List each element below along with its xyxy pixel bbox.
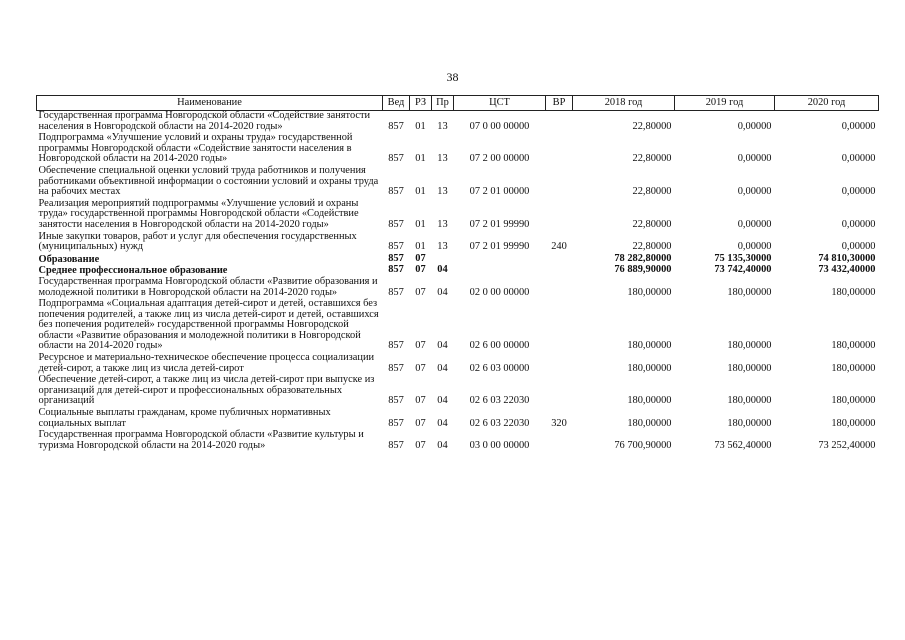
table-header-row [37, 96, 879, 111]
cell-y2020: 0,00000 [841, 186, 876, 198]
cell-name: Государственная программа Новгородской области «Развитие культуры и туризма Новгородской области на 2014-2020 годы» [38, 429, 364, 451]
header-cst: ЦСТ [454, 96, 546, 111]
cell-rz: 07 [415, 439, 426, 451]
cell-name: Обеспечение специальной оценки условий труда работников и получения работниками объективной информации о состоянии условий и охраны труда на рабочих местах [38, 164, 379, 198]
budget-table [36, 95, 879, 452]
cell-ved: 857 [388, 153, 404, 165]
cell-ved: 857 [388, 241, 404, 253]
header-2019: 2019 год [675, 96, 775, 111]
cell-vr: 320 [551, 417, 567, 429]
header-name: Наименование [37, 96, 383, 111]
cell-rz: 07 [415, 340, 426, 352]
cell-y2019: 0,00000 [737, 186, 772, 198]
table-row [37, 430, 879, 452]
table-row [37, 232, 879, 254]
table-row [37, 199, 879, 232]
header-pr: Пр [432, 96, 454, 111]
cell-y2019: 180,00000 [727, 286, 772, 298]
table-row [37, 408, 879, 430]
cell-cst [454, 265, 546, 277]
cell-cst: 07 2 01 99990 [469, 218, 530, 230]
cell-ved: 857 [388, 286, 404, 298]
cell-y2019: 180,00000 [727, 417, 772, 429]
cell-name: Среднее профессиональное образование [38, 265, 228, 277]
cell-pr: 13 [437, 241, 448, 253]
cell-y2020: 180,00000 [831, 340, 876, 352]
cell-pr: 04 [437, 264, 448, 276]
cell-rz: 07 [415, 252, 426, 264]
cell-y2019: 0,00000 [737, 218, 772, 230]
cell-y2020: 0,00000 [841, 241, 876, 253]
cell-name: Государственная программа Новгородской области «Развитие образования и молодежной политики в Новгородской области на 2014-2020 годы» [38, 275, 378, 298]
cell-ved: 857 [388, 186, 404, 198]
table-row [37, 111, 879, 134]
cell-y2018: 22,80000 [632, 120, 672, 132]
cell-ved: 857 [388, 218, 404, 230]
cell-rz: 07 [415, 264, 426, 276]
cell-y2018: 180,00000 [627, 286, 672, 298]
cell-cst: 07 2 00 00000 [469, 153, 530, 165]
table-row [37, 133, 879, 166]
cell-rz: 07 [415, 395, 426, 407]
cell-vr [546, 166, 573, 199]
cell-rz: 07 [415, 362, 426, 374]
cell-y2020: 0,00000 [841, 120, 876, 132]
cell-rz: 01 [415, 218, 426, 230]
cell-y2018: 180,00000 [627, 417, 672, 429]
cell-pr: 04 [437, 417, 448, 429]
cell-ved: 857 [388, 395, 404, 407]
header-ved: Вед [383, 96, 410, 111]
cell-y2018: 180,00000 [627, 340, 672, 352]
cell-y2018: 78 282,80000 [614, 252, 672, 264]
cell-cst: 03 0 00 00000 [469, 439, 530, 451]
cell-name: Обеспечение детей-сирот, а также лиц из числа детей-сирот при выпуске из организаций для детей-сирот и профессиональных образовательных организаций [38, 374, 375, 407]
cell-y2020: 180,00000 [831, 286, 876, 298]
cell-rz: 01 [415, 186, 426, 198]
cell-ved: 857 [388, 252, 404, 264]
cell-cst: 02 6 03 00000 [469, 362, 530, 374]
cell-y2018: 22,80000 [632, 241, 672, 253]
cell-ved: 857 [388, 340, 404, 352]
cell-pr: 13 [437, 186, 448, 198]
cell-y2020: 73 252,40000 [818, 439, 876, 451]
cell-name: Образование [38, 253, 100, 265]
cell-cst: 07 0 00 00000 [469, 120, 530, 132]
cell-cst [454, 254, 546, 266]
cell-y2018: 76 700,90000 [614, 439, 672, 451]
page-number: 38 [446, 70, 459, 84]
cell-y2020: 0,00000 [841, 218, 876, 230]
cell-pr: 04 [437, 395, 448, 407]
cell-y2019: 73 562,40000 [714, 439, 772, 451]
cell-vr [546, 265, 573, 277]
cell-vr [546, 254, 573, 266]
cell-y2019: 180,00000 [727, 362, 772, 374]
cell-y2018: 22,80000 [632, 186, 672, 198]
table-row [37, 166, 879, 199]
cell-pr: 13 [437, 120, 448, 132]
cell-vr [546, 375, 573, 408]
cell-y2019: 180,00000 [727, 395, 772, 407]
cell-name: Социальные выплаты гражданам, кроме публичных нормативных социальных выплат [38, 407, 331, 429]
cell-name: Государственная программа Новгородской области «Содействие занятости населения в Новгородской области на 2014-2020 годы» [38, 110, 371, 132]
header-rz: РЗ [410, 96, 432, 111]
cell-pr: 04 [437, 439, 448, 451]
cell-ved: 857 [388, 417, 404, 429]
cell-cst: 02 6 03 22030 [469, 417, 530, 429]
cell-ved: 857 [388, 439, 404, 451]
cell-y2019: 0,00000 [737, 153, 772, 165]
cell-cst: 02 6 00 00000 [469, 340, 530, 352]
cell-vr [546, 199, 573, 232]
table-row [37, 353, 879, 375]
cell-y2018: 180,00000 [627, 395, 672, 407]
cell-y2020: 0,00000 [841, 153, 876, 165]
cell-pr: 13 [437, 218, 448, 230]
cell-cst: 02 6 03 22030 [469, 395, 530, 407]
cell-rz: 07 [415, 417, 426, 429]
cell-vr [546, 111, 573, 134]
cell-ved: 857 [388, 120, 404, 132]
cell-y2019: 75 135,30000 [714, 252, 772, 264]
cell-cst: 02 0 00 00000 [469, 286, 530, 298]
header-2020: 2020 год [775, 96, 879, 111]
cell-y2019: 180,00000 [727, 340, 772, 352]
cell-rz: 07 [415, 286, 426, 298]
table-row [37, 299, 879, 353]
cell-ved: 857 [388, 362, 404, 374]
cell-y2020: 180,00000 [831, 362, 876, 374]
cell-y2019: 73 742,40000 [714, 264, 772, 276]
cell-y2018: 22,80000 [632, 218, 672, 230]
cell-vr [546, 430, 573, 452]
cell-y2019: 0,00000 [737, 120, 772, 132]
cell-rz: 01 [415, 120, 426, 132]
cell-pr: 13 [437, 153, 448, 165]
cell-y2020: 180,00000 [831, 417, 876, 429]
cell-ved: 857 [388, 264, 404, 276]
cell-vr: 240 [551, 241, 567, 253]
table-row [37, 375, 879, 408]
cell-pr: 04 [437, 362, 448, 374]
cell-name: Подпрограмма «Социальная адаптация детей-сирот и детей, оставшихся без попечения родителей, а также лиц из числа детей-сирот и детей, оставшихся без попечения родителей» государственной программы Новгородской области «Развитие образования и молодежной политики в Новгородской области на 2014-2020 годы» [38, 298, 379, 352]
cell-y2020: 74 810,30000 [818, 252, 876, 264]
header-2018: 2018 год [573, 96, 675, 111]
cell-rz: 01 [415, 153, 426, 165]
table-row [37, 277, 879, 299]
header-vr: ВР [546, 96, 573, 111]
cell-vr [546, 353, 573, 375]
cell-name: Подпрограмма «Улучшение условий и охраны труда» государственной программы Новгородской области «Содействие занятости населения в Новгородской области на 2014-2020 годы» [38, 132, 353, 165]
cell-pr: 04 [437, 340, 448, 352]
table-body [37, 111, 879, 453]
cell-y2018: 180,00000 [627, 362, 672, 374]
cell-y2018: 22,80000 [632, 153, 672, 165]
cell-vr [546, 133, 573, 166]
cell-cst: 07 2 01 00000 [469, 186, 530, 198]
cell-vr [546, 277, 573, 299]
cell-name: Иные закупки товаров, работ и услуг для обеспечения государственных (муниципальных) нужд [38, 230, 357, 253]
cell-name: Ресурсное и материально-техническое обеспечение процесса социализации детей-сирот, а также лиц из числа детей-сирот [38, 352, 375, 374]
cell-rz: 01 [415, 241, 426, 253]
cell-cst: 07 2 01 99990 [469, 241, 530, 253]
cell-y2019: 0,00000 [737, 241, 772, 253]
cell-y2020: 73 432,40000 [818, 264, 876, 276]
cell-pr: 04 [437, 286, 448, 298]
cell-y2020: 180,00000 [831, 395, 876, 407]
cell-name: Реализация мероприятий подпрограммы «Улучшение условий и охраны труда» государственной программы Новгородской области «Содействие занятости населения в Новгородской области на 2014-2020 годы» [38, 197, 359, 230]
cell-vr [546, 299, 573, 353]
cell-y2018: 76 889,90000 [614, 264, 672, 276]
